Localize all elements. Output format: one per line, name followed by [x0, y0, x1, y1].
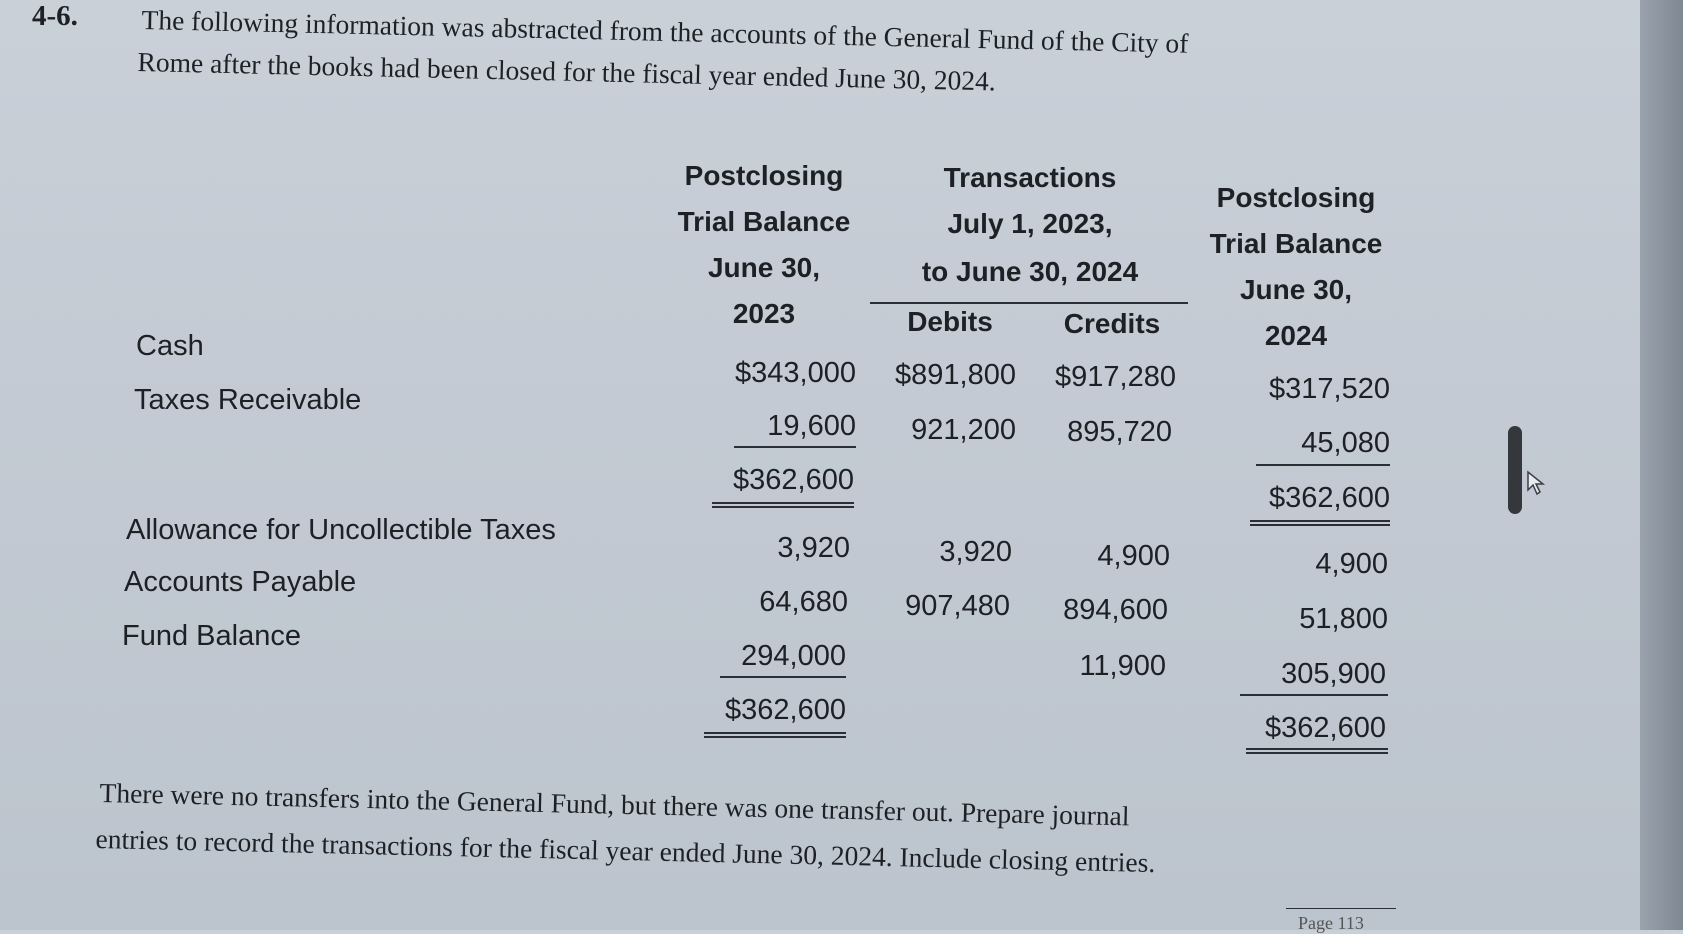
- account-name: Taxes Receivable: [134, 384, 362, 416]
- tb2024-debit-total: $362,600: [1269, 482, 1390, 514]
- scroll-handle[interactable]: [1508, 426, 1522, 514]
- header-line: Postclosing: [684, 160, 844, 191]
- header-line: Trial Balance: [1209, 228, 1383, 259]
- double-underline: [1246, 748, 1388, 754]
- credit-value: 11,900: [1079, 650, 1166, 682]
- tb2024-value: 45,080: [1301, 427, 1390, 459]
- page-footer: Page 113: [1298, 913, 1364, 933]
- cursor-icon: [1526, 470, 1548, 496]
- header-line: June 30,: [707, 252, 821, 283]
- tb2023-value: 19,600: [767, 410, 856, 442]
- intro-text-line-1: The following information was abstracted from the accounts of the General Fund of the City of: [141, 4, 1189, 59]
- tb2024-value: 4,900: [1315, 548, 1388, 580]
- debit-value: 907,480: [905, 590, 1010, 622]
- double-underline: [712, 502, 854, 508]
- account-name: Fund Balance: [122, 620, 301, 652]
- header-line: Trial Balance: [677, 206, 851, 237]
- tb2023-value: 294,000: [741, 640, 846, 672]
- account-name: Accounts Payable: [124, 566, 357, 598]
- double-underline: [1250, 520, 1390, 526]
- intro-text-line-2: Rome after the books had been closed for the fiscal year ended June 30, 2024.: [137, 46, 997, 97]
- header-line: 2024: [1264, 320, 1328, 351]
- subtotal-rule: [720, 676, 846, 678]
- header-underline: [870, 302, 1188, 304]
- header-line: June 30,: [1239, 274, 1353, 305]
- screen-edge: [1640, 0, 1683, 930]
- tb2024-credit-total: $362,600: [1265, 712, 1386, 744]
- instruction-text-line-2: entries to record the transactions for the fiscal year ended June 30, 2024. Include closing entries.: [95, 823, 1156, 879]
- tb2024-value: 51,800: [1299, 603, 1388, 635]
- header-debits: Debits: [907, 306, 993, 337]
- double-underline: [704, 732, 846, 738]
- header-line: Postclosing: [1216, 182, 1376, 213]
- tb2024-value: 305,900: [1281, 658, 1386, 690]
- header-credits: Credits: [1063, 308, 1161, 339]
- instruction-text-line-1: There were no transfers into the General Fund, but there was one transfer out. Prepare journal: [99, 777, 1130, 832]
- debit-value: 3,920: [939, 536, 1012, 568]
- tb2023-credit-total: $362,600: [725, 694, 846, 726]
- credit-value: $917,280: [1055, 361, 1176, 393]
- tb2023-value: $343,000: [735, 357, 856, 389]
- subtotal-rule: [734, 446, 856, 448]
- debit-value: 921,200: [911, 414, 1016, 446]
- footer-rule: [1286, 908, 1396, 909]
- header-line: Transactions: [943, 162, 1117, 193]
- header-line: to June 30, 2024: [921, 256, 1139, 287]
- subtotal-rule: [1256, 464, 1390, 466]
- tb2023-value: 3,920: [777, 532, 850, 564]
- tb2024-value: $317,520: [1269, 373, 1390, 405]
- tb2023-value: 64,680: [759, 586, 848, 618]
- credit-value: 4,900: [1097, 540, 1170, 572]
- account-name: Allowance for Uncollectible Taxes: [126, 514, 556, 546]
- subtotal-rule: [1240, 694, 1388, 696]
- credit-value: 894,600: [1063, 594, 1168, 626]
- credit-value: 895,720: [1067, 416, 1172, 448]
- account-name: Cash: [136, 330, 204, 362]
- header-line: July 1, 2023,: [947, 208, 1113, 239]
- debit-value: $891,800: [895, 359, 1016, 391]
- header-line: 2023: [732, 298, 796, 329]
- problem-number: 4-6.: [32, 0, 78, 32]
- tb2023-debit-total: $362,600: [733, 464, 854, 496]
